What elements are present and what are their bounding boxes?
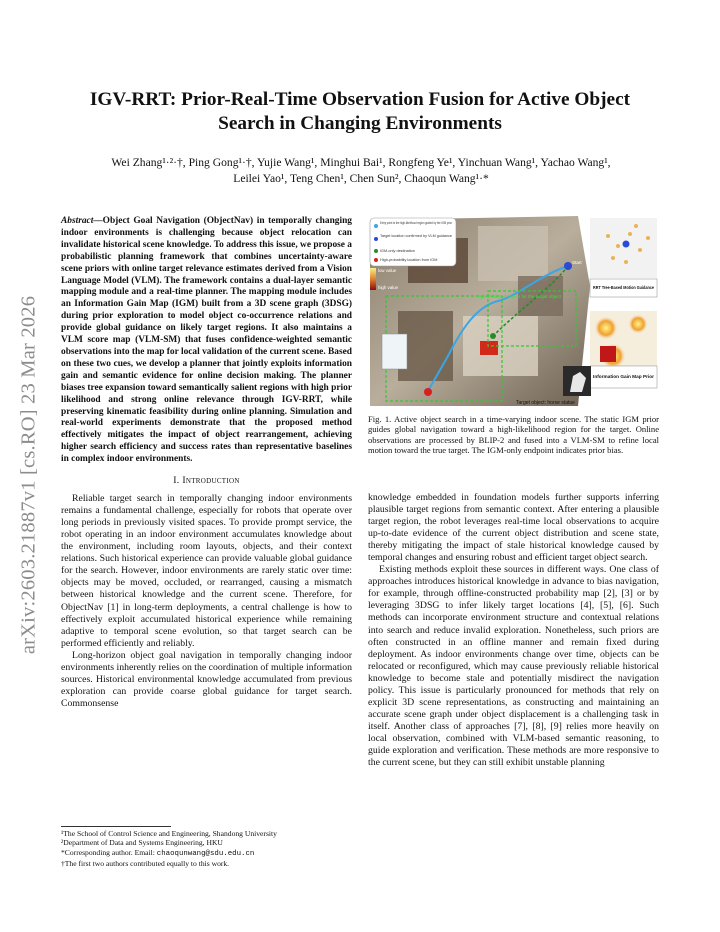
legend-item-1: Entry point to the high-likelihood region guided by the IGM prior bbox=[380, 221, 453, 225]
footnote-rule bbox=[61, 826, 171, 827]
legend-item-4: High-probability location from IGM bbox=[380, 258, 438, 262]
author-list bbox=[62, 155, 660, 187]
intro-paragraph-4: Existing methods exploit these sources in different ways. One class of approaches introduces historical knowledge in advance to bias navigation, for example, through offline-constructed probability map [2], [3] or by leveraging 3DSG to infer likely target locations [4], [5], [6]. Such methods can incorporate environment structure and contextual relations into search and reduce invalid exploration. Nonetheless, such priors are often constructed in an offline manner and remain fixed during deployment. As indoor environments change over time, objects can be relocated or reconfigured, which may cause previously reliable historical knowledge to become stale and potentially misdirect the navigation policy. This issue is particularly pronounced for methods that rely on explicit 3D scene representations, as constructing and maintaining an accurate scene graph under object displacement is a challenging task in itself. Another class of approaches [7], [8], [9] relies more heavily on local observation, combined with VLM-based semantic reasoning, to guide exploration and verification. These methods are more responsive to the current scene, but they can still exhibit unstable planning bbox=[368, 564, 659, 769]
abstract bbox=[61, 216, 352, 466]
section-heading bbox=[61, 475, 352, 487]
footnotes bbox=[61, 826, 352, 869]
footnote-affiliation-2: ²Department of Data and Systems Engineering, HKU bbox=[61, 838, 223, 848]
start-label: Start bbox=[572, 260, 582, 265]
intro-paragraph-1: Reliable target search in temporally changing indoor environments remains a fundamental challenge, especially for robots that operate over long periods in previously visited spaces. To provide prompt service, the robot operating in an indoor environment accumulates knowledge about the environment, including room layouts, objects, and their context relations. Such historical experience can provide valuable global guidance for the search. However, indoor environments are rarely static over time: objects may be moved, occluded, or rearranged, causing a mismatch between historical knowledge and the current scene. Therefore, for ObjectNav [1] in long-term deployments, a central challenge is how to effectively exploit accumulated historical experience while remaining adaptive to temporal scene evolution, so that target search can be performed efficiently and reliably. bbox=[61, 493, 352, 649]
scale-low-label: low value bbox=[378, 268, 397, 273]
authors-line-1: Wei Zhang¹·²·†, Ping Gong¹·†, Yujie Wang¹, Minghui Bai¹, Rongfeng Ye¹, Yinchuan Wang¹, Yachao Wang¹, bbox=[111, 156, 611, 169]
abstract-label: Abstract bbox=[61, 216, 94, 226]
right-column bbox=[368, 492, 659, 769]
target-label: Target object: horse statue bbox=[516, 400, 575, 406]
figure-1 bbox=[368, 216, 659, 408]
footnote-corresponding: *Corresponding author. Email: chaoqunwang@sdu.edu.cn bbox=[61, 847, 255, 858]
abstract-text: —Object Goal Navigation (ObjectNav) in temporally changing indoor environments is challenging because object relocation can invalidate historical scene knowledge. To address this issue, we propose a probabilistic planning framework that combines uncertainty-aware scene priors with online target relevance estimates derived from a Vision Language Model (VLM). The framework contains a dual-layer semantic mapping module and a real-time planner. The mapping module includes an Information Gain Map (IGM) built from a 3D scene graph (3DSG) during prior exploration to model object co-occurrence relations and provide global guidance on likely target regions. It also maintains a VLM score map (VLM-SM) that fuses confidence-weighted semantic observations into the map for local validation of the current scene. Based on these two cues, we develop a planner that jointly exploits information gain and semantic evidence for online decision making. The planner biases tree expansion toward semantically salient regions with high prior likelihood and strong online relevance through IGV-RRT, while preserving kinematic feasibility during online planning. Simulation and real-world experiments demonstrate that the proposed method effectively mitigates the impact of object rearrangement, achieving higher search efficiency and success rates than representative baselines in complex indoor environments. bbox=[61, 216, 352, 465]
intro-paragraph-2: Long-horizon object goal navigation in temporally changing indoor environments inherently relies on the coordination of multiple information sources. Historical environmental knowledge accumulated from previous exploration can provide coarse global guidance for target search. Commonsense bbox=[61, 649, 352, 709]
intro-paragraph-3: knowledge embedded in foundation models further supports inferring plausible target regions from semantic context. After entering a plausible target region, the robot leverages real-time local observations to acquire up-to-date evidence of the current object distribution and scene state, thereby mitigating the impact of stale historical knowledge caused by temporal changes and ensuring robust and efficient target object search. bbox=[368, 492, 659, 564]
section-number: I. bbox=[173, 475, 180, 487]
email-link[interactable]: chaoqunwang@sdu.edu.cn bbox=[156, 849, 255, 858]
legend-item-3: IGM-only destination bbox=[380, 249, 415, 253]
figure-1-image bbox=[368, 216, 659, 408]
footnote-affiliation-1: ¹The School of Control Science and Engineering, Shandong University bbox=[61, 829, 277, 838]
arxiv-id: arXiv:2603.21887v1 [cs.RO] 23 Mar 2026 bbox=[17, 295, 40, 655]
region-label: High-likelihood region for the target object bbox=[476, 294, 562, 299]
paper-title: IGV-RRT: Prior-Real-Time Observation Fusion for Active Object Search in Changing Environments bbox=[89, 89, 631, 134]
scale-high-label: high value bbox=[378, 285, 399, 290]
authors-line-2: Leilei Yao¹, Teng Chen¹, Chen Sun², Chaoqun Wang¹·* bbox=[233, 172, 489, 185]
igm-panel-label: Information Gain Map Prior bbox=[593, 375, 655, 380]
section-title: Introduction bbox=[182, 475, 240, 487]
legend-item-2: Target location confirmed by VLM guidance bbox=[380, 234, 452, 238]
footnote-equal-contribution: †The first two authors contributed equally to this work. bbox=[61, 859, 230, 869]
rrt-panel-label: RRT Tree-Based Motion Guidance bbox=[593, 285, 655, 290]
arxiv-stamp bbox=[14, 255, 44, 695]
left-column bbox=[61, 216, 352, 710]
figure-caption: Fig. 1. Active object search in a time-varying indoor scene. The static IGM prior guides global navigation toward a high-likelihood region for the target. Online observations are processed by BLIP-2 and fused into a VLM-SM to refine local motion toward the true target. The IGM-only endpoint indicates prior bias. bbox=[368, 414, 659, 456]
